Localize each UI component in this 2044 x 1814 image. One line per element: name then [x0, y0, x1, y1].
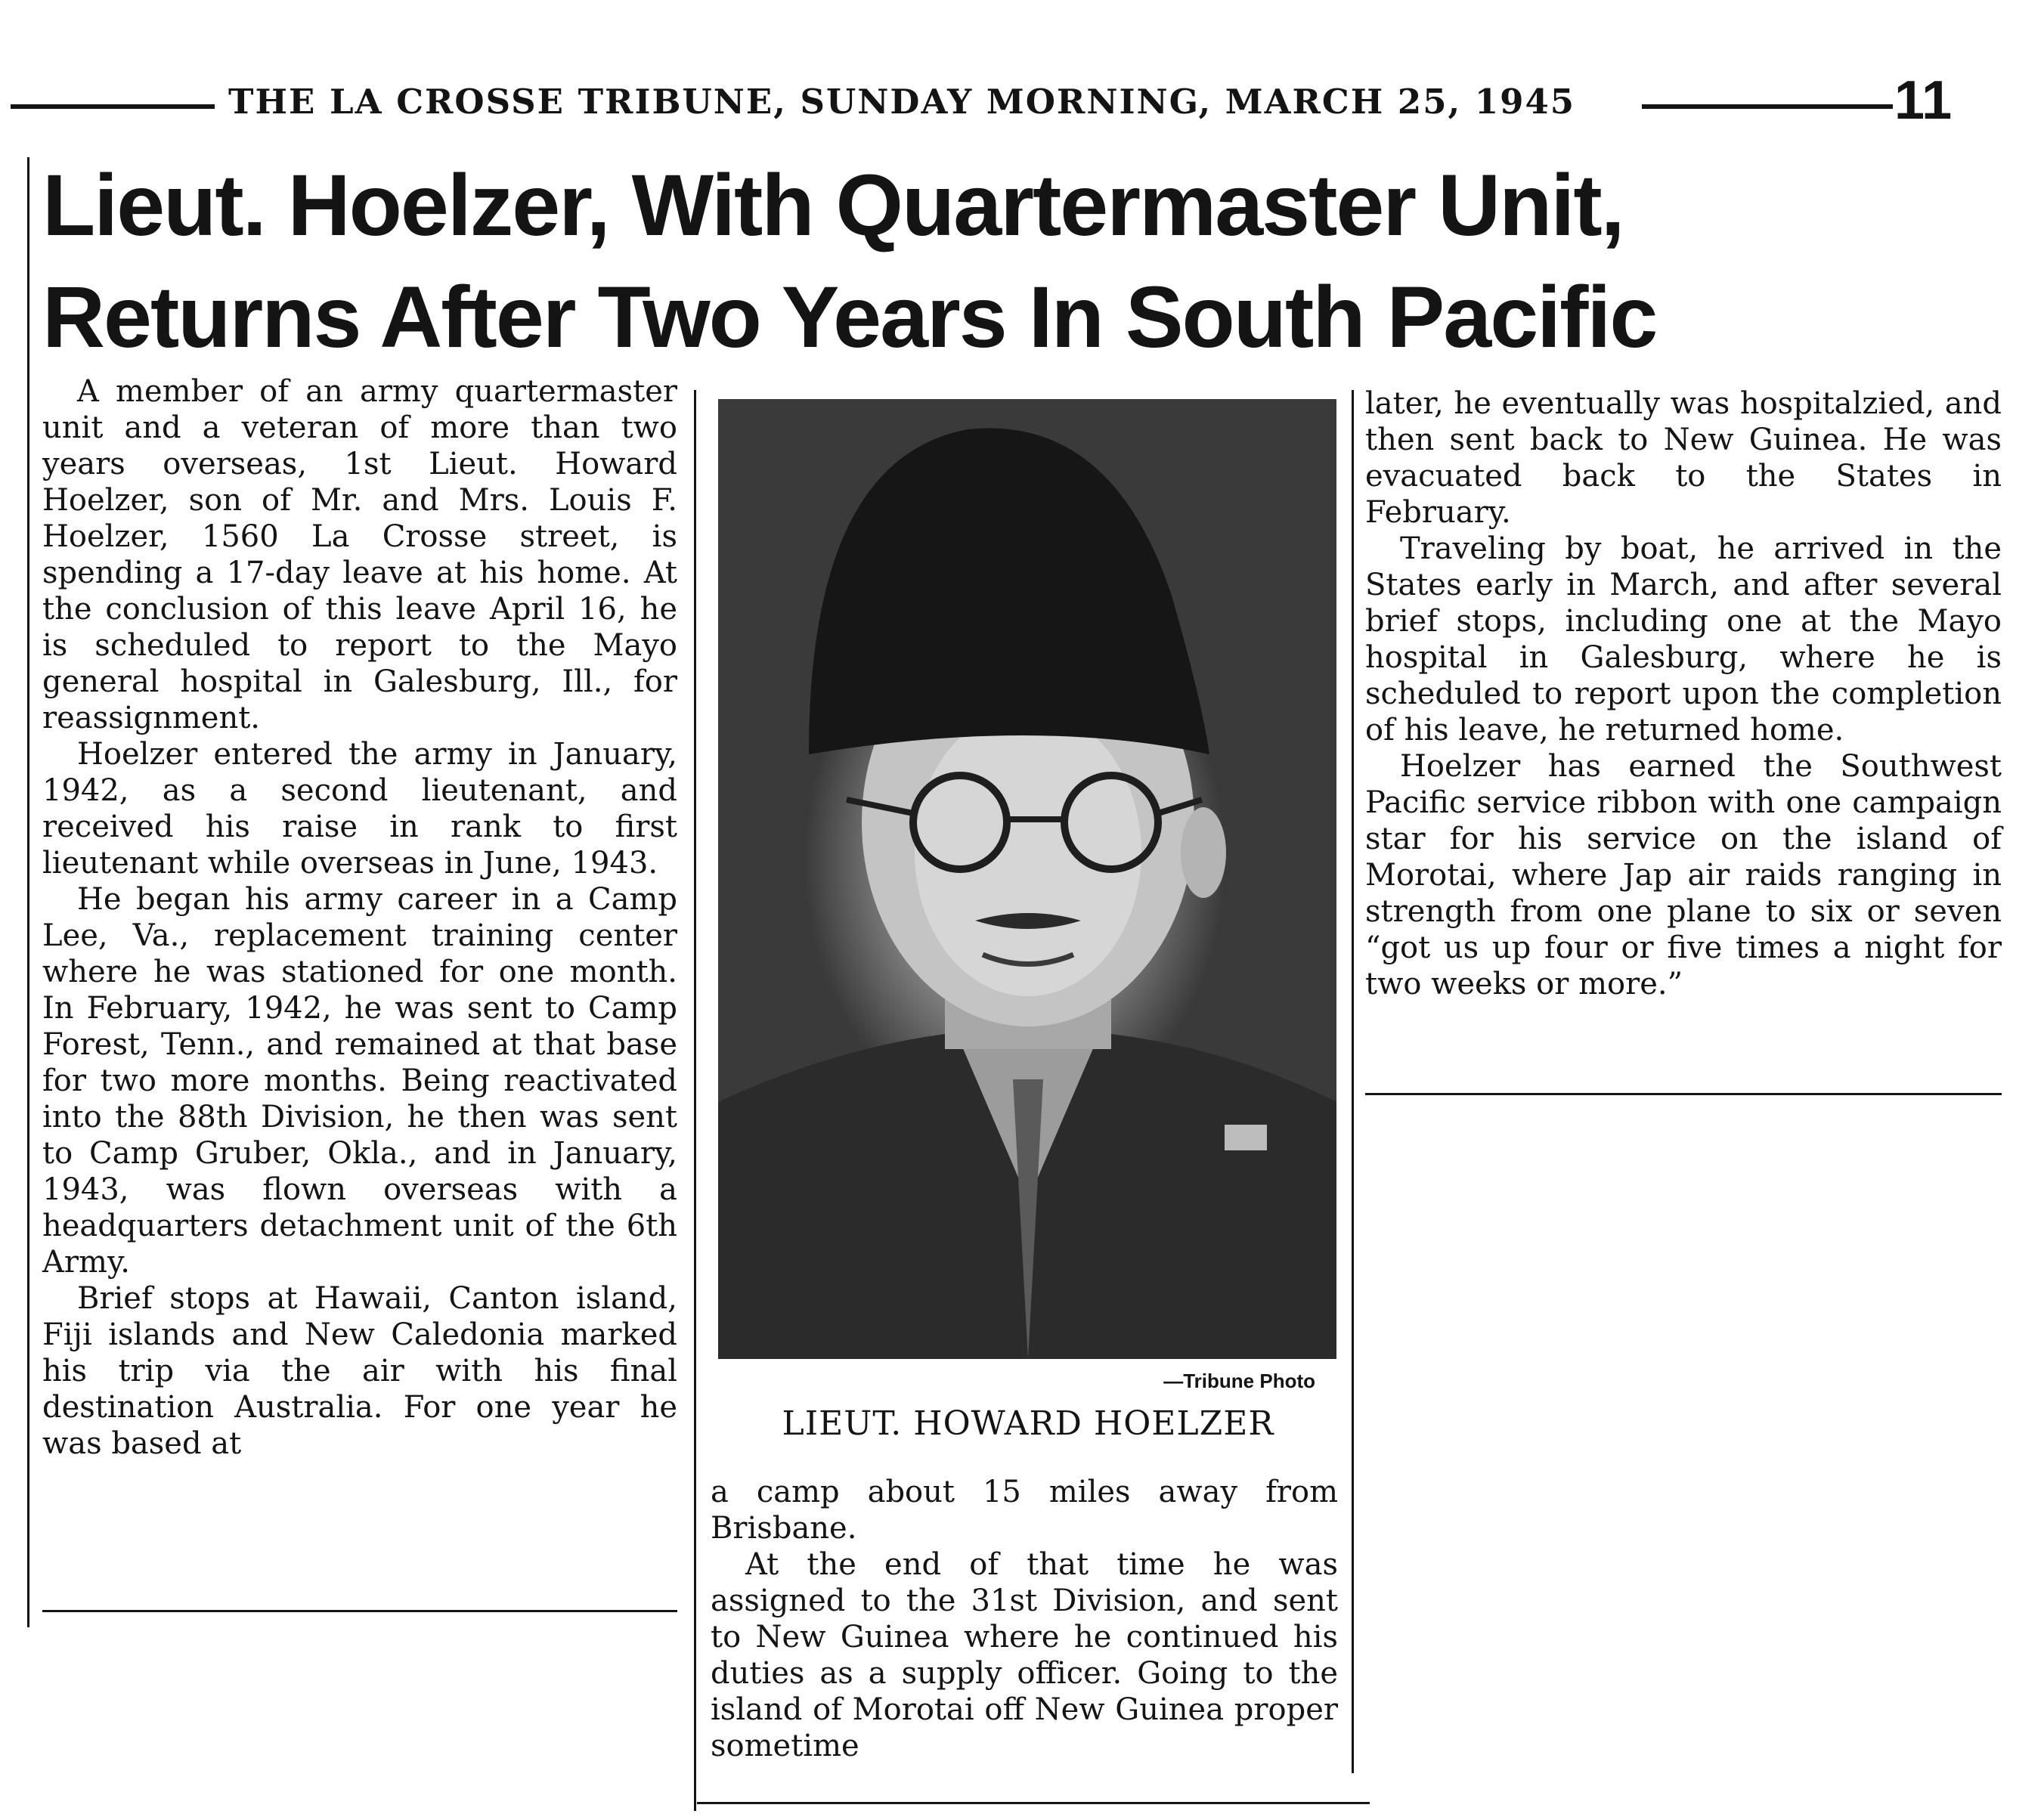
article-paragraph: Traveling by boat, he arrived in the States early in March, and after several brief stops, including one at the Mayo hospital in Galesburg, where he is scheduled to report upon the completion of his leave, he returned home. [1365, 531, 2002, 748]
photo-credit: —Tribune Photo [1163, 1370, 1315, 1392]
column-2-end-rule [697, 1802, 1370, 1804]
column-3-end-rule [1365, 1093, 2002, 1095]
article-paragraph: Hoelzer entered the army in January, 1942, as a second lieutenant, and received his raise in rank to first lieutenant while overseas in June, 1943. [42, 737, 677, 881]
portrait-photo [718, 399, 1336, 1359]
portrait-illustration [718, 399, 1336, 1359]
article-paragraph: A member of an army quartermaster unit and a veteran of more than two years overseas, 1st Lieut. Howard Hoelzer, son of Mr. and Mrs. Louis F. Hoelzer, 1560 La Crosse street, is spending a 17-day leave at his home. At the conclusion of this leave April 16, he is scheduled to report to the Mayo general hospital in Galesburg, Ill., for reassignment. [42, 374, 677, 735]
left-border-rule [27, 157, 29, 1627]
article-paragraph: later, he eventually was hospitalzied, and then sent back to New Guinea. He was evacuated back to the States in February. [1365, 386, 2002, 530]
column-rule-1 [694, 390, 696, 1811]
article-column-1 [42, 373, 677, 1462]
article-paragraph: Brief stops at Hawaii, Canton island, Fiji islands and New Caledonia marked his trip via the air with his final destination Australia. For one year he was based at [42, 1281, 677, 1461]
photo-caption: LIEUT. HOWARD HOELZER [782, 1404, 1274, 1443]
article-column-2 [711, 1474, 1338, 1764]
headline-line-1: Lieut. Hoelzer, With Quartermaster Unit, [42, 157, 1624, 254]
headline [42, 150, 1857, 373]
article-paragraph: a camp about 15 miles away from Brisbane. [711, 1475, 1338, 1546]
masthead-rule-left [11, 104, 215, 109]
page-number: 11 [1894, 70, 1953, 131]
article-paragraph: Hoelzer has earned the Southwest Pacific service ribbon with one campaign star for his service on the island of Morotai, where Jap air raids ranging in strength from one plane to six or seven “got us up four or five times a night for two weeks or more.” [1365, 749, 2002, 1001]
masthead-text: THE LA CROSSE TRIBUNE, SUNDAY MORNING, MARCH 25, 1945 [228, 82, 1576, 122]
article-paragraph: He began his army career in a Camp Lee, Va., replacement training center where he was stationed for one month. In February, 1942, he was sent to Camp Forest, Tenn., and remained at that base for two more months. Being reactivated into the 88th Division, he then was sent to Camp Gruber, Okla., and in January, 1943, was flown overseas with a headquarters detachment unit of the 6th Army. [42, 882, 677, 1280]
column-rule-2 [1352, 390, 1354, 1773]
headline-line-2: Returns After Two Years In South Pacific [42, 269, 1657, 366]
masthead-rule-right [1642, 104, 1893, 109]
article-column-3 [1365, 385, 2002, 1002]
article-paragraph: At the end of that time he was assigned to the 31st Division, and sent to New Guinea where he continued his duties as a supply officer. Going to the island of Morotai off New Guinea proper sometime [711, 1547, 1338, 1763]
column-1-end-rule [42, 1610, 677, 1612]
